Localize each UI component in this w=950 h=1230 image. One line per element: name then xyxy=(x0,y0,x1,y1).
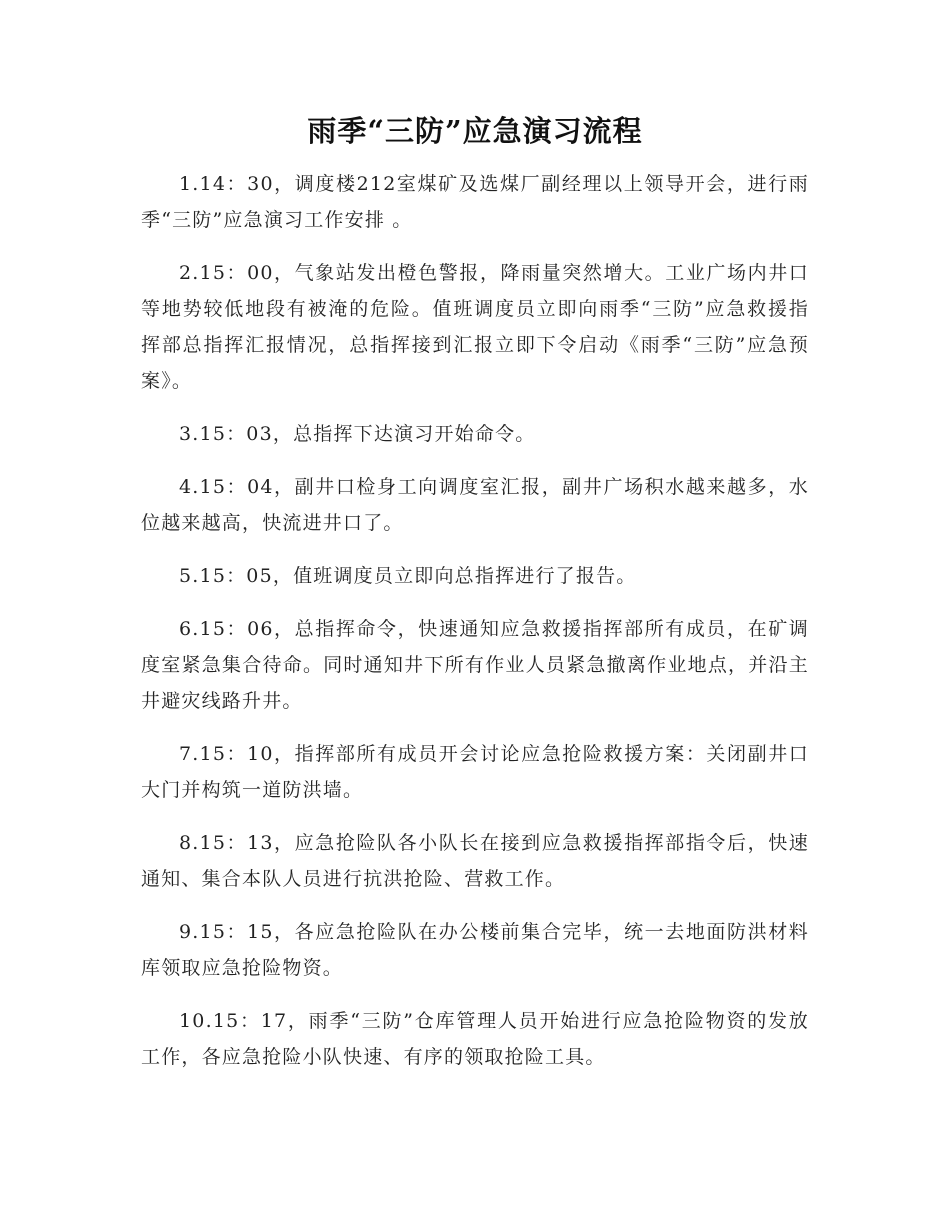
paragraph-3: 3.15：03，总指挥下达演习开始命令。 xyxy=(179,423,536,445)
paragraph-4: 4.15：04，副井口检身工向调度室汇报，副井广场积水越来越多，水位越来越高，快流进井口了。 xyxy=(141,476,809,534)
paragraph-8: 8.15：13，应急抢险队各小队长在接到应急救援指挥部指令后，快速通知、集合本队人员进行抗洪抢险、营救工作。 xyxy=(141,832,809,890)
document-body xyxy=(141,166,809,1092)
paragraph-9: 9.15：15，各应急抢险队在办公楼前集合完毕，统一去地面防洪材料库领取应急抢险物资。 xyxy=(141,921,809,979)
paragraph-5: 5.15：05，值班调度员立即向总指挥进行了报告。 xyxy=(179,565,637,587)
paragraph-1: 1.14：30，调度楼212室煤矿及选煤厂副经理以上领导开会，进行雨季“三防”应急演习工作安排 。 xyxy=(141,173,809,231)
document-title: 雨季“三防”应急演习流程 xyxy=(307,114,643,148)
paragraph-6: 6.15：06，总指挥命令，快速通知应急救援指挥部所有成员，在矿调度室紧急集合待命。同时通知井下所有作业人员紧急撤离作业地点，并沿主井避灾线路升井。 xyxy=(141,618,809,712)
paragraph-7: 7.15：10，指挥部所有成员开会讨论应急抢险救援方案：关闭副井口大门并构筑一道防洪墙。 xyxy=(141,743,809,801)
paragraph-2: 2.15：00，气象站发出橙色警报，降雨量突然增大。工业广场内井口等地势较低地段有被淹的危险。值班调度员立即向雨季“三防”应急救援指挥部总指挥汇报情况，总指挥接到汇报立即下令启动《雨季“三防”应急预案》。 xyxy=(141,262,809,392)
paragraph-10: 10.15：17，雨季“三防”仓库管理人员开始进行应急抢险物资的发放工作，各应急抢险小队快速、有序的领取抢险工具。 xyxy=(141,1010,809,1068)
